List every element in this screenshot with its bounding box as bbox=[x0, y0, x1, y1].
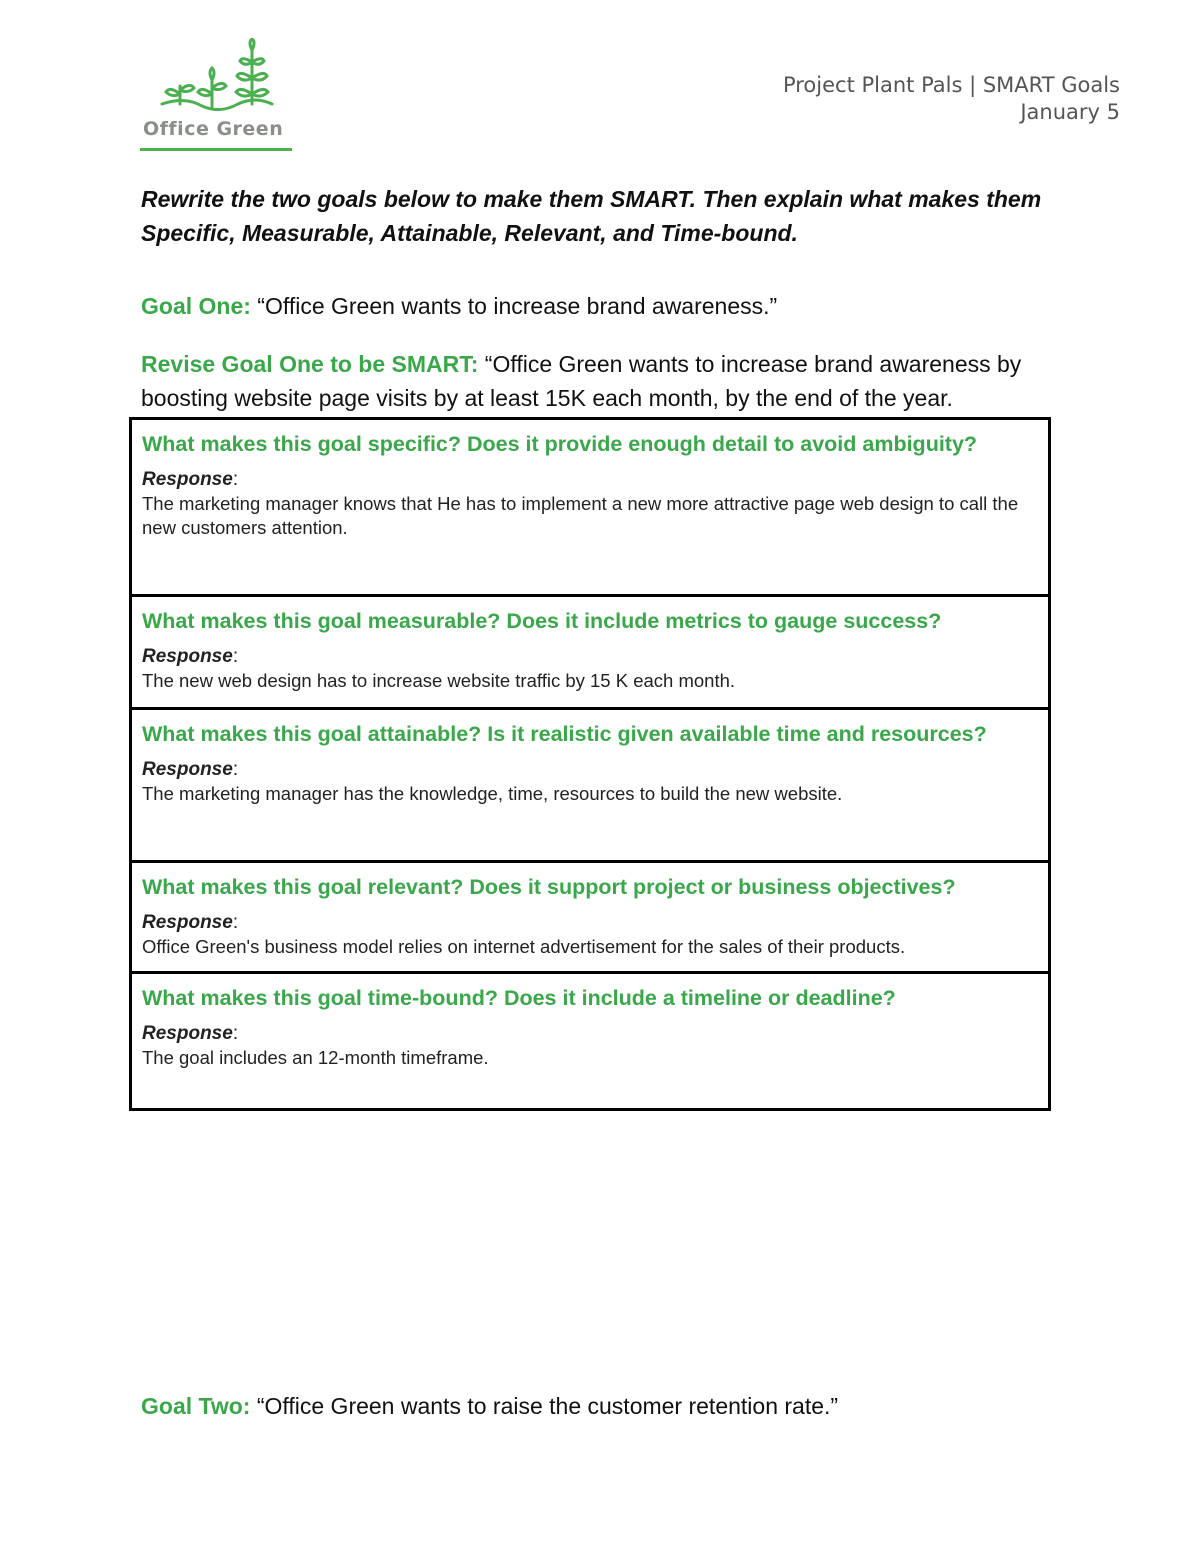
revised-goal-one bbox=[141, 347, 1101, 415]
goal-two-label: Goal Two: bbox=[141, 1393, 251, 1419]
table-row-time-bound bbox=[132, 971, 1048, 1108]
office-green-logo bbox=[140, 38, 295, 154]
response-measurable: The new web design has to increase website traffic by 15 K each month. bbox=[142, 670, 736, 691]
revised-goal-one-label: Revise Goal One to be SMART: bbox=[141, 351, 479, 377]
goal-one-label: Goal One: bbox=[141, 293, 251, 319]
question-measurable: What makes this goal measurable? Does it include metrics to gauge success? bbox=[142, 609, 942, 633]
question-attainable: What makes this goal attainable? Is it realistic given available time and resources? bbox=[142, 722, 987, 746]
question-specific: What makes this goal specific? Does it provide enough detail to avoid ambiguity? bbox=[142, 432, 978, 456]
table-row-measurable bbox=[132, 594, 1048, 707]
question-relevant: What makes this goal relevant? Does it support project or business objectives? bbox=[142, 875, 956, 899]
logo-text: Office Green bbox=[143, 118, 284, 140]
response-label: Response: bbox=[142, 469, 239, 490]
response-specific: The marketing manager knows that He has to implement a new more attractive page web design to call the new customers attention. bbox=[142, 493, 1019, 538]
instructions: Rewrite the two goals below to make them SMART. Then explain what makes them Specific, Measurable, Attainable, Relevant, and Time-bound. bbox=[141, 186, 1042, 246]
goal-two bbox=[141, 1389, 1101, 1423]
table-row-relevant bbox=[132, 860, 1048, 971]
response-label: Response: bbox=[142, 1023, 239, 1044]
document-date: January 5 bbox=[1020, 100, 1120, 124]
revised-goal-one-text: “Office Green wants to increase brand awareness by boosting website page visits by at least 15K each month, by the end of the year. bbox=[141, 351, 1022, 411]
goal-one-text: “Office Green wants to increase brand awareness.” bbox=[250, 293, 778, 319]
response-time-bound: The goal includes an 12-month timeframe. bbox=[142, 1047, 489, 1068]
logo-underline bbox=[140, 148, 292, 151]
table-row-attainable bbox=[132, 707, 1048, 860]
goal-one bbox=[141, 289, 1101, 323]
response-label: Response: bbox=[142, 646, 239, 667]
project-title: Project Plant Pals | SMART Goals bbox=[782, 73, 1120, 97]
plant-sprouts-icon bbox=[140, 38, 290, 118]
goal-two-text: “Office Green wants to raise the customer retention rate.” bbox=[250, 1393, 839, 1419]
smart-questions-table bbox=[129, 417, 1051, 1111]
response-relevant: Office Green's business model relies on internet advertisement for the sales of their products. bbox=[142, 936, 906, 957]
response-label: Response: bbox=[142, 912, 239, 933]
response-label: Response: bbox=[142, 759, 239, 780]
header-meta bbox=[783, 72, 1120, 126]
response-attainable: The marketing manager has the knowledge, time, resources to build the new website. bbox=[142, 783, 843, 804]
table-row-specific bbox=[132, 420, 1048, 594]
question-time-bound: What makes this goal time-bound? Does it include a timeline or deadline? bbox=[142, 986, 896, 1010]
